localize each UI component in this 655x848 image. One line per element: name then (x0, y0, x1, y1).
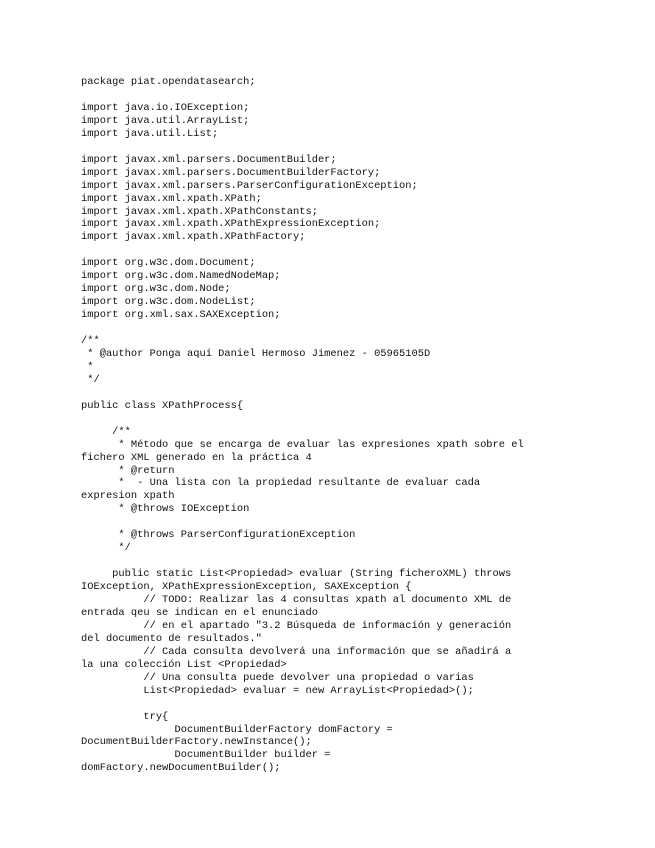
code-line: // TODO: Realizar las 4 consultas xpath al documento XML de (81, 594, 512, 606)
code-line: package piat.opendatasearch; (81, 76, 256, 88)
code-line: import javax.xml.xpath.XPathExpressionException; (81, 218, 381, 231)
code-line: import org.w3c.dom.Node; (81, 283, 231, 296)
code-line: * @author Ponga aquí Daniel Hermoso Jimenez - 05965105D (81, 347, 431, 360)
code-line: * Método que se encarga de evaluar las expresiones xpath sobre el (81, 438, 524, 451)
code-line: DocumentBuilderFactory domFactory = (81, 723, 393, 736)
code-line: * @return (81, 464, 175, 477)
code-line: // en el apartado "3.2 Búsqueda de información y generación (81, 619, 512, 632)
code-line: import org.w3c.dom.NodeList; (81, 296, 256, 309)
code-line: public static List<Propiedad> evaluar (String ficheroXML) throws (81, 568, 512, 581)
code-line: DocumentBuilder builder = (81, 749, 331, 762)
code-line: */ (81, 373, 100, 386)
code-line: // Una consulta puede devolver una propiedad o varias (81, 671, 474, 684)
code-line: * - Una lista con la propiedad resultante de evaluar cada (81, 477, 481, 490)
code-line: /** (81, 425, 131, 438)
code-line: IOException, XPathExpressionException, SAXException { (81, 581, 412, 594)
code-line: */ (81, 542, 131, 555)
code-line: DocumentBuilderFactory.newInstance(); (81, 736, 312, 749)
code-line (81, 516, 641, 529)
code-line: la una colección List <Propiedad> (81, 658, 287, 671)
java-source-code (81, 76, 641, 775)
code-line: entrada qeu se indican en el enunciado (81, 606, 318, 619)
code-line: import java.io.IOException; (81, 101, 250, 114)
code-line (81, 387, 641, 400)
code-line (81, 244, 641, 257)
code-line (81, 322, 641, 335)
code-line: import javax.xml.parsers.DocumentBuilder; (81, 153, 337, 166)
code-line (81, 89, 641, 102)
code-line: import java.util.List; (81, 127, 219, 140)
code-line: public class XPathProcess{ (81, 399, 244, 412)
code-line: import java.util.ArrayList; (81, 114, 250, 127)
code-line: del documento de resultados." (81, 632, 262, 645)
code-line: import org.xml.sax.SAXException; (81, 309, 281, 322)
code-line: try{ (81, 710, 169, 723)
code-line: fichero XML generado en la práctica 4 (81, 451, 312, 464)
code-line: import org.w3c.dom.Document; (81, 257, 256, 270)
code-line (81, 698, 641, 711)
code-line: import javax.xml.xpath.XPathConstants; (81, 205, 318, 218)
code-line: import javax.xml.parsers.DocumentBuilderFactory; (81, 166, 381, 179)
code-line (81, 141, 641, 154)
code-line: * @throws IOException (81, 503, 250, 516)
code-line: * (81, 360, 94, 373)
code-line: import javax.xml.xpath.XPathFactory; (81, 231, 306, 244)
code-line (81, 555, 641, 568)
code-line: domFactory.newDocumentBuilder(); (81, 762, 281, 775)
code-line: // Cada consulta devolverá una información que se añadirá a (81, 645, 512, 658)
code-line: * @throws ParserConfigurationException (81, 529, 356, 542)
code-line: expresion xpath (81, 490, 175, 503)
code-line: List<Propiedad> evaluar = new ArrayList<Propiedad>(); (81, 684, 474, 697)
code-line: import javax.xml.parsers.ParserConfigurationException; (81, 179, 418, 192)
code-line: import javax.xml.xpath.XPath; (81, 192, 262, 205)
code-line (81, 413, 641, 426)
code-line: /** (81, 335, 100, 347)
code-line: import org.w3c.dom.NamedNodeMap; (81, 270, 281, 283)
